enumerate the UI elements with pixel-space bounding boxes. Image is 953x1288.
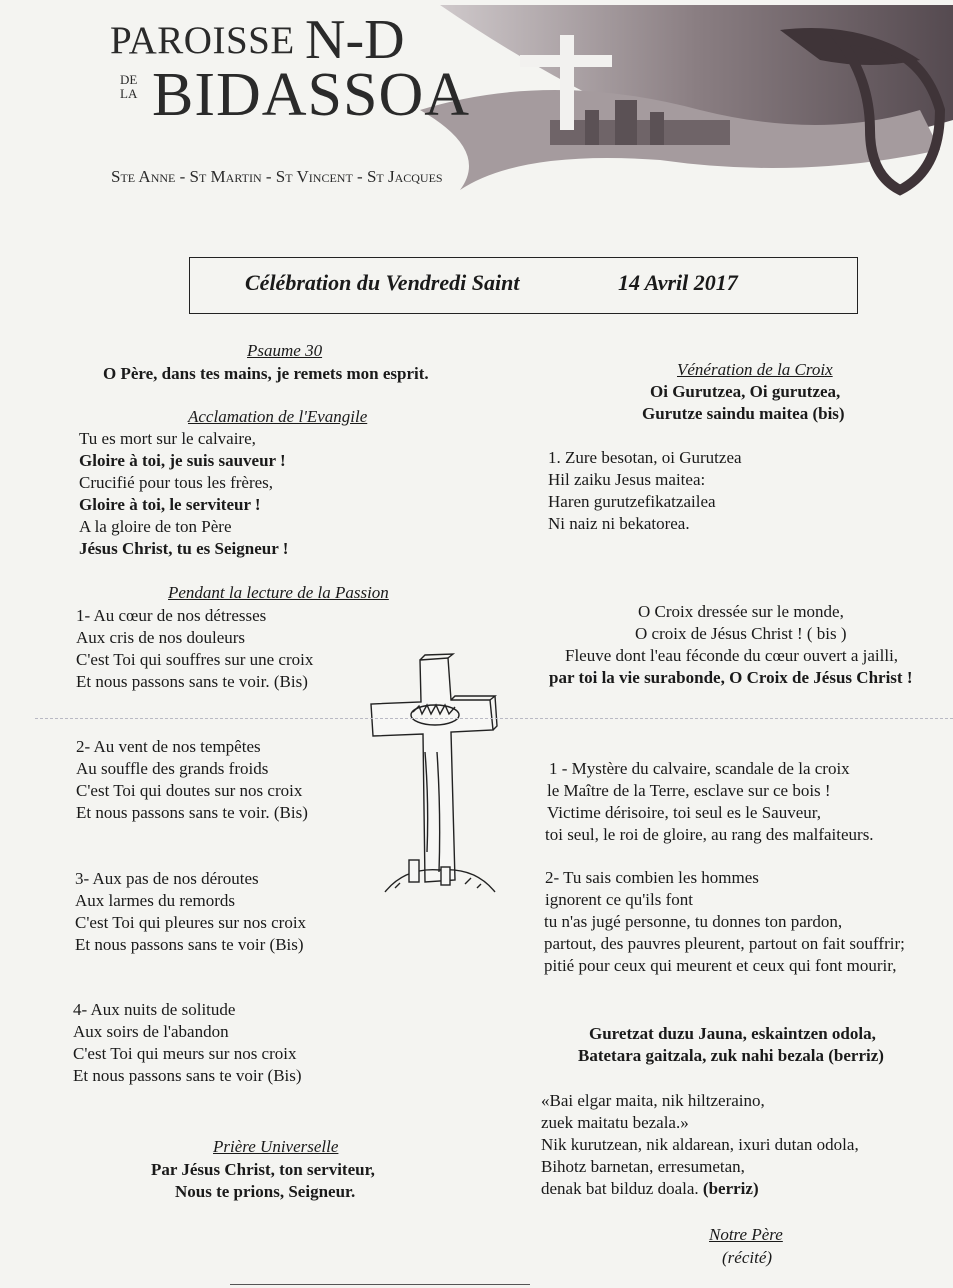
mystere-line: le Maître de la Terre, esclave sur ce bois !	[547, 781, 831, 800]
mystere-line: toi seul, le roi de gloire, au rang des malfaiteurs.	[545, 825, 874, 844]
verse-line: Et nous passons sans te voir (Bis)	[73, 1066, 302, 1085]
bai-line: zuek maitatu bezala.»	[541, 1113, 689, 1132]
mystere-line: 1 - Mystère du calvaire, scandale de la croix	[549, 759, 850, 778]
basque-verse: Haren gurutzefikatzailea	[548, 492, 716, 511]
parish-de: DE	[120, 72, 138, 87]
croix-refrain: Fleuve dont l'eau féconde du cœur ouvert a jailli,	[565, 646, 899, 665]
verse-line: 2- Au vent de nos tempêtes	[76, 737, 261, 756]
parish-nd: N-D	[305, 9, 405, 71]
verse-line: Au souffle des grands froids	[76, 759, 269, 778]
psaume-text: O Père, dans tes mains, je remets mon esprit.	[103, 364, 429, 383]
tu-sais-line: pitié pour ceux qui meurent et ceux qui font mourir,	[544, 956, 897, 975]
tu-sais-line: tu n'as jugé personne, tu donnes ton pardon,	[544, 912, 843, 931]
celebration-title: Célébration du Vendredi Saint	[245, 270, 520, 295]
fold-line	[35, 718, 953, 719]
acclamation-line: A la gloire de ton Père	[79, 517, 232, 536]
psaume-heading: Psaume 30	[247, 341, 323, 360]
parish-bidassoa: BIDASSOA	[152, 61, 471, 129]
verse-line: C'est Toi qui doutes sur nos croix	[76, 781, 303, 800]
basque-verse: Hil zaiku Jesus maitea:	[548, 470, 706, 489]
verse-line: Aux cris de nos douleurs	[76, 628, 246, 647]
verse-line: Et nous passons sans te voir. (Bis)	[76, 803, 308, 822]
bai-line-text: denak bat bilduz doala.	[541, 1179, 699, 1198]
basque-verse: 1. Zure besotan, oi Gurutzea	[548, 448, 742, 467]
verse-line: 3- Aux pas de nos déroutes	[75, 869, 259, 888]
parish-name: PAROISSE	[110, 19, 295, 62]
verse-line: C'est Toi qui pleures sur nos croix	[75, 913, 307, 932]
cross-icon	[365, 652, 515, 902]
verse-line: C'est Toi qui souffres sur une croix	[76, 650, 314, 669]
verse-line: Aux larmes du remords	[75, 891, 236, 910]
veneration-heading: Vénération de la Croix	[677, 360, 833, 379]
mystere-line: Victime dérisoire, toi seul es le Sauveur,	[547, 803, 822, 822]
parish-churches: Ste Anne - St Martin - St Vincent - St Jacques	[111, 167, 443, 186]
guretzat-line: Batetara gaitzala, zuk nahi bezala (berriz)	[578, 1046, 884, 1065]
parish-la: LA	[120, 86, 138, 101]
verse-line: C'est Toi qui meurs sur nos croix	[73, 1044, 297, 1063]
acclamation-line: Crucifié pour tous les frères,	[79, 473, 274, 492]
verse-line: Et nous passons sans te voir (Bis)	[75, 935, 304, 954]
verse-line: Et nous passons sans te voir. (Bis)	[76, 672, 308, 691]
verse-line: 1- Au cœur de nos détresses	[76, 606, 267, 625]
bai-line: «Bai elgar maita, nik hiltzeraino,	[541, 1091, 765, 1110]
tu-sais-line: partout, des pauvres pleurent, partout on fait souffrir;	[544, 934, 905, 953]
verse-line: Aux soirs de l'abandon	[73, 1022, 229, 1041]
priere-heading: Prière Universelle	[213, 1137, 339, 1156]
priere-line: Nous te prions, Seigneur.	[175, 1182, 356, 1201]
bai-line: Nik kurutzean, nik aldarean, ixuri dutan odola,	[541, 1135, 859, 1154]
banner-graphic	[400, 0, 953, 210]
acclamation-line: Tu es mort sur le calvaire,	[79, 429, 256, 448]
bai-line: Bihotz barnetan, erresumetan,	[541, 1157, 745, 1176]
veneration-refrain: Oi Gurutzea, Oi gurutzea,	[650, 382, 841, 401]
acclamation-heading: Acclamation de l'Evangile	[188, 407, 368, 426]
croix-refrain: O croix de Jésus Christ ! ( bis )	[635, 624, 847, 643]
veneration-refrain: Gurutze saindu maitea (bis)	[642, 404, 845, 423]
croix-refrain: O Croix dressée sur le monde,	[638, 602, 844, 621]
bottom-rule	[230, 1284, 530, 1285]
tu-sais-line: 2- Tu sais combien les hommes	[545, 868, 759, 887]
notre-pere-heading: Notre Père	[709, 1225, 783, 1244]
bai-line	[541, 1178, 759, 1200]
verse-line: 4- Aux nuits de solitude	[73, 1000, 236, 1019]
guretzat-line: Guretzat duzu Jauna, eskaintzen odola,	[589, 1024, 876, 1043]
croix-refrain: par toi la vie surabonde, O Croix de Jésus Christ !	[549, 668, 913, 687]
title-box	[189, 257, 858, 314]
acclamation-line: Gloire à toi, le serviteur !	[79, 495, 261, 514]
priere-line: Par Jésus Christ, ton serviteur,	[151, 1160, 375, 1179]
recite-note: (récité)	[722, 1248, 773, 1267]
passion-heading: Pendant la lecture de la Passion	[168, 583, 389, 602]
berriz-label: (berriz)	[702, 1179, 759, 1198]
acclamation-line: Jésus Christ, tu es Seigneur !	[79, 539, 289, 558]
acclamation-line: Gloire à toi, je suis sauveur !	[79, 451, 286, 470]
basque-verse: Ni naiz ni bekatorea.	[548, 514, 690, 533]
tu-sais-line: ignorent ce qu'ils font	[545, 890, 694, 909]
celebration-date: 14 Avril 2017	[618, 270, 738, 295]
